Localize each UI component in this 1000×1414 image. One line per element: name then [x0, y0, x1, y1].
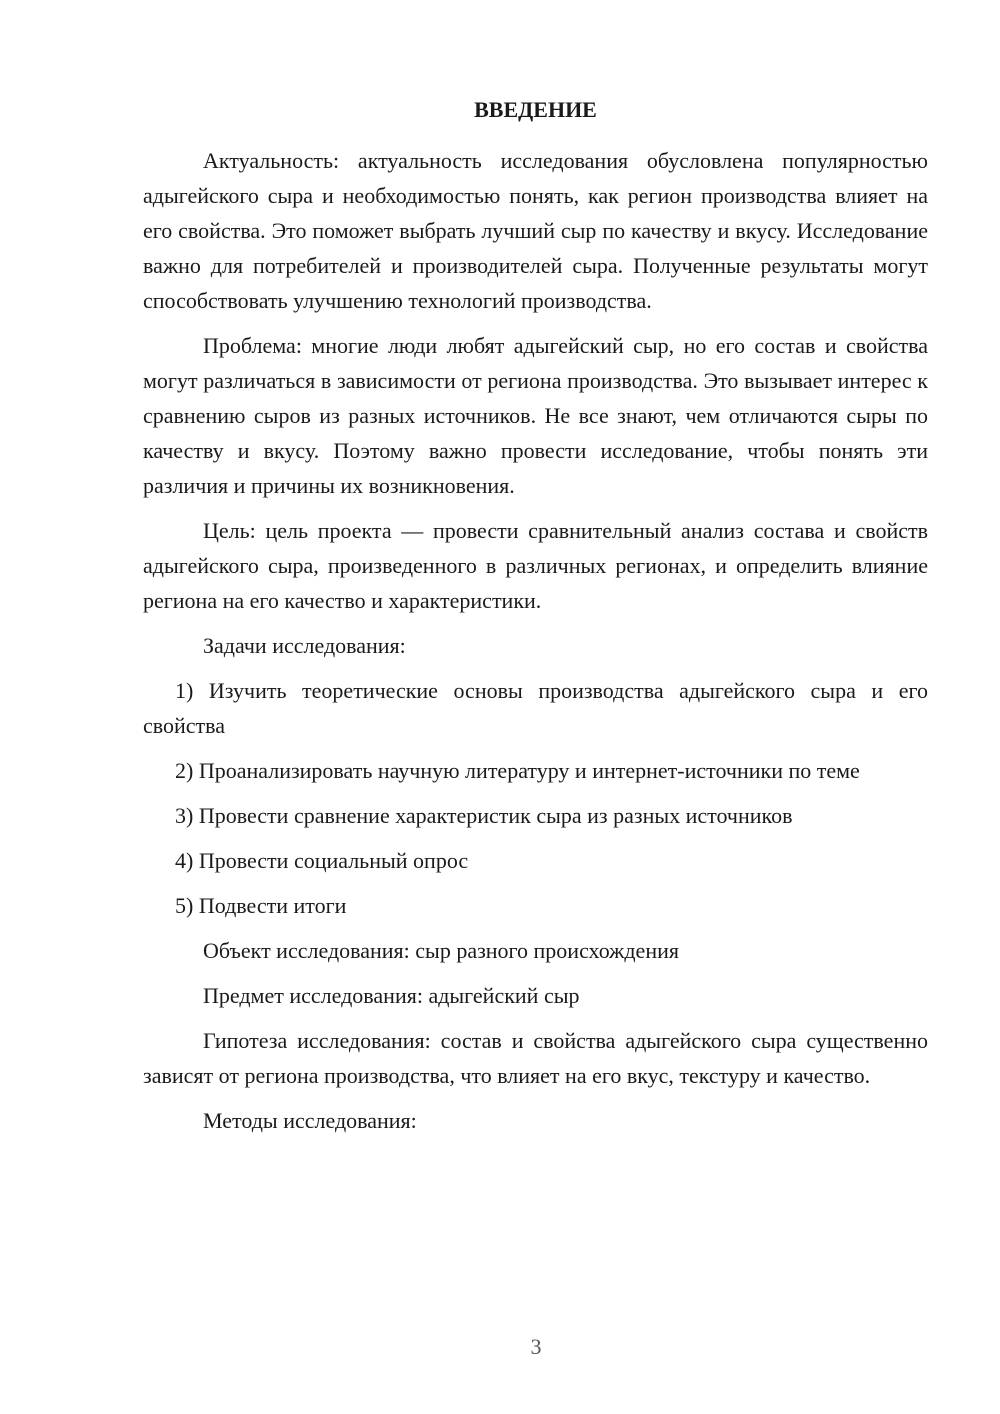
- page-title: ВВЕДЕНИЕ: [474, 97, 597, 122]
- paragraph-relevance: Актуальность: актуальность исследования обусловлена популярностью адыгейского сыра и необходимостью понять, как регион производства влияет на его свойства. Это поможет выбрать лучший сыр по качеству и вкусу. Исследование важно для потребителей и производителей сыра. Полученные результаты могут способствовать улучшению технологий производства.: [143, 148, 928, 313]
- paragraph-problem: Проблема: многие люди любят адыгейский сыр, но его состав и свойства могут различаться в зависимости от региона производства. Это вызывает интерес к сравнению сыров из разных источников. Не все знают, чем отличаются сыры по качеству и вкусу. Поэтому важно провести исследование, чтобы понять эти различия и причины их возникновения.: [143, 333, 928, 498]
- task-item-2: 2) Проанализировать научную литературу и интернет-источники по теме: [175, 758, 860, 783]
- paragraph-tasks-heading: Задачи исследования:: [203, 633, 406, 658]
- task-item-1: 1) Изучить теоретические основы производства адыгейского сыра и его свойства: [143, 678, 928, 738]
- paragraph-hypothesis: Гипотеза исследования: состав и свойства адыгейского сыра существенно зависят от региона производства, что влияет на его вкус, текстуру и качество.: [143, 1028, 928, 1088]
- paragraph-methods: Методы исследования:: [203, 1108, 417, 1133]
- task-item-5: 5) Подвести итоги: [175, 893, 347, 918]
- paragraph-goal: Цель: цель проекта — провести сравнительный анализ состава и свойств адыгейского сыра, произведенного в различных регионах, и определить влияние региона на его качество и характеристики.: [143, 518, 928, 613]
- paragraph-object: Объект исследования: сыр разного происхождения: [203, 938, 679, 963]
- page-content: [143, 92, 928, 1148]
- task-item-3: 3) Провести сравнение характеристик сыра из разных источников: [175, 803, 793, 828]
- page-number: 3: [530, 1334, 542, 1359]
- paragraph-subject: Предмет исследования: адыгейский сыр: [203, 983, 580, 1008]
- task-item-4: 4) Провести социальный опрос: [175, 848, 469, 873]
